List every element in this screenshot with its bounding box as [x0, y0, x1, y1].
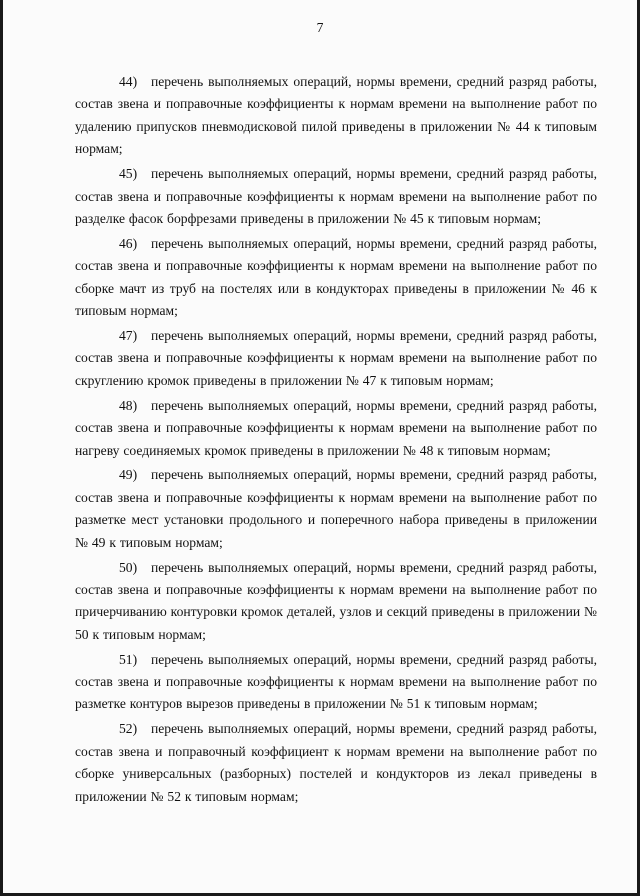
list-item-text: перечень выполняемых операций, нормы времени, средний разряд работы, состав звена и поправочные коэффициенты к нормам времени на выполнение работ по причерчиванию контуровки кромок деталей, узлов и секций приведены в приложении № 50 к типовым нормам;: [75, 559, 597, 642]
list-item: [75, 71, 597, 161]
list-item: [75, 233, 597, 323]
page-number: 7: [316, 20, 324, 35]
list-item: [75, 395, 597, 462]
list-item-number: 50): [119, 559, 138, 575]
list-item-text: перечень выполняемых операций, нормы времени, средний разряд работы, состав звена и поправочные коэффициенты к нормам времени на выполнение работ по скруглению кромок приведены в приложении № 47 к типовым нормам;: [75, 327, 597, 388]
list-item-number: 48): [119, 397, 138, 413]
list-item: [75, 557, 597, 647]
list-item-number: 47): [119, 327, 138, 343]
list-item-text: перечень выполняемых операций, нормы времени, средний разряд работы, состав звена и поправочные коэффициенты к нормам времени на выполнение работ по разделке фасок борфрезами приведены в приложении № 45 к типовым нормам;: [75, 166, 597, 226]
list-item-text: перечень выполняемых операций, нормы времени, средний разряд работы, состав звена и поправочный коэффициент к нормам времени на выполнение работ по сборке универсальных (разборных) постелей и кондукторов из лекал приведены в приложении № 52 к типовым нормам;: [75, 721, 597, 804]
list-item-text: перечень выполняемых операций, нормы времени, средний разряд работы, состав звена и поправочные коэффициенты к нормам времени на выполнение работ по разметке мест установки продольного и поперечного набора приведены в приложении № 49 к типовым нормам;: [75, 467, 597, 550]
list-item-text: перечень выполняемых операций, нормы времени, средний разряд работы, состав звена и поправочные коэффициенты к нормам времени на выполнение работ по нагреву соединяемых кромок приведены в приложении № 48 к типовым нормам;: [75, 397, 597, 458]
document-body: [75, 71, 597, 811]
list-item-text: перечень выполняемых операций, нормы времени, средний разряд работы, состав звена и поправочные коэффициенты к нормам времени на выполнение работ по удалению припусков пневмодисковой пилой приведены в приложении № 44 к типовым нормам;: [75, 74, 597, 157]
list-item: [75, 163, 597, 230]
list-item-number: 51): [119, 651, 138, 667]
list-item-number: 44): [119, 74, 138, 89]
list-item-number: 45): [119, 166, 138, 182]
list-item: [75, 649, 597, 716]
list-item-number: 52): [119, 721, 138, 737]
list-item-text: перечень выполняемых операций, нормы времени, средний разряд работы, состав звена и поправочные коэффициенты к нормам времени на выполнение работ по сборке мачт из труб на постелях или в кондукторах приведены в приложении № 46 к типовым нормам;: [75, 235, 597, 319]
list-item: [75, 464, 597, 554]
scan-edge-left: [0, 0, 3, 896]
list-item-number: 46): [119, 235, 138, 251]
list-item-text: перечень выполняемых операций, нормы времени, средний разряд работы, состав звена и поправочные коэффициенты к нормам времени на выполнение работ по разметке контуров вырезов приведены в приложении № 51 к типовым нормам;: [75, 651, 597, 712]
list-item: [75, 718, 597, 808]
list-item-number: 49): [119, 467, 138, 483]
list-item: [75, 325, 597, 392]
